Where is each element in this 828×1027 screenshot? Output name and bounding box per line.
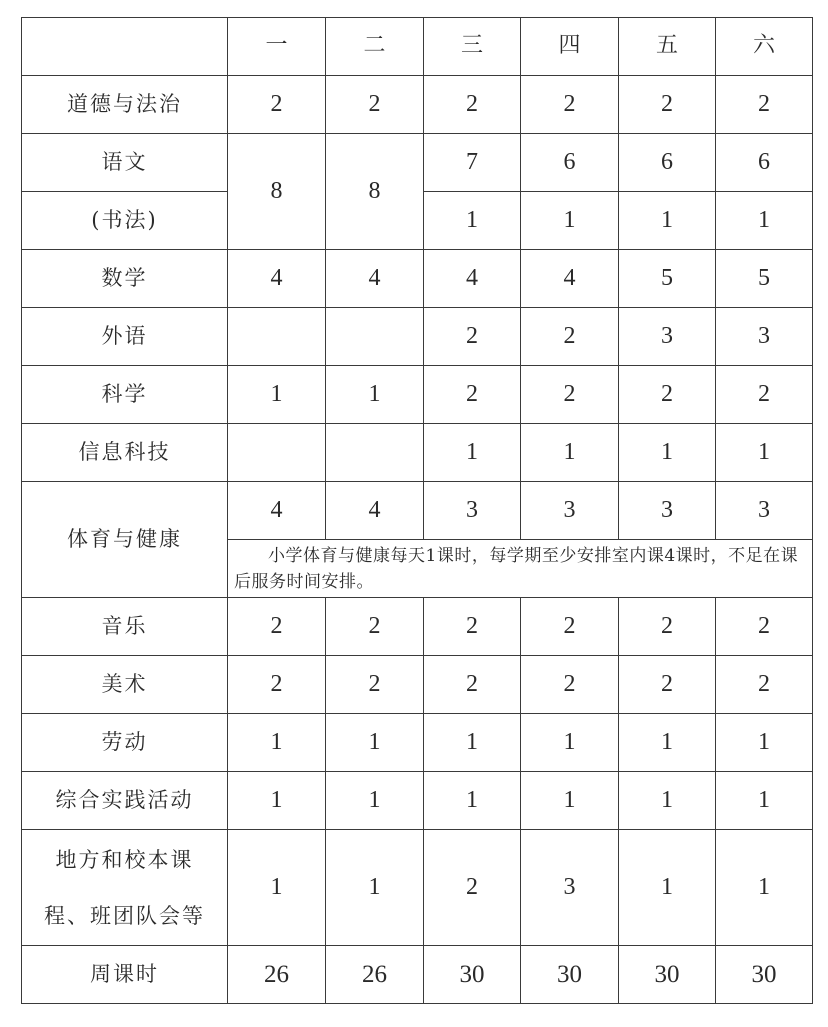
- table-row: [22, 830, 813, 946]
- grade-header: 五: [619, 18, 716, 76]
- hours-cell: 1: [716, 830, 813, 946]
- total-hours-cell: 30: [716, 946, 813, 1004]
- hours-cell: 1: [619, 714, 716, 772]
- hours-cell: 3: [716, 308, 813, 366]
- hours-cell: 2: [424, 308, 521, 366]
- hours-cell: 1: [424, 714, 521, 772]
- hours-cell: 3: [619, 482, 716, 540]
- hours-cell: 4: [326, 482, 424, 540]
- hours-cell: 2: [716, 656, 813, 714]
- total-row: [22, 946, 813, 1004]
- grade-header: 一: [228, 18, 326, 76]
- hours-cell: 2: [228, 656, 326, 714]
- hours-cell: 1: [619, 772, 716, 830]
- hours-cell: 1: [619, 192, 716, 250]
- subject-label: 外语: [22, 308, 228, 366]
- subject-label: 美术: [22, 656, 228, 714]
- subject-label: 信息科技: [22, 424, 228, 482]
- hours-cell: 4: [521, 250, 619, 308]
- header-row: [22, 18, 813, 76]
- hours-cell: 1: [326, 366, 424, 424]
- subject-label-line: 地方和校本课: [55, 847, 194, 872]
- hours-cell: 1: [228, 366, 326, 424]
- hours-cell: 2: [716, 598, 813, 656]
- hours-cell: 7: [424, 134, 521, 192]
- hours-cell: 1: [716, 772, 813, 830]
- hours-cell: 3: [619, 308, 716, 366]
- table-row: [22, 714, 813, 772]
- hours-cell: 1: [326, 830, 424, 946]
- hours-cell: 4: [228, 482, 326, 540]
- hours-cell: 4: [326, 250, 424, 308]
- hours-cell: 2: [619, 656, 716, 714]
- subject-label: 语文: [22, 134, 228, 192]
- hours-cell: 1: [326, 714, 424, 772]
- table-row: [22, 424, 813, 482]
- hours-cell: 2: [424, 656, 521, 714]
- hours-cell: 2: [716, 76, 813, 134]
- hours-cell: 2: [424, 76, 521, 134]
- hours-cell: 2: [521, 308, 619, 366]
- hours-cell: 2: [228, 76, 326, 134]
- total-hours-cell: 30: [521, 946, 619, 1004]
- hours-cell: 2: [521, 366, 619, 424]
- subject-label: 数学: [22, 250, 228, 308]
- subject-label: 音乐: [22, 598, 228, 656]
- table-row: [22, 482, 813, 540]
- grade-header: 二: [326, 18, 424, 76]
- table-row: [22, 656, 813, 714]
- hours-cell: 2: [716, 366, 813, 424]
- subject-label: 综合实践活动: [22, 772, 228, 830]
- hours-cell: 1: [521, 772, 619, 830]
- hours-cell: 1: [228, 830, 326, 946]
- cropped-caption: [0, 0, 828, 10]
- hours-cell: 2: [326, 598, 424, 656]
- subject-label: 科学: [22, 366, 228, 424]
- hours-cell: 2: [521, 598, 619, 656]
- hours-cell: [228, 424, 326, 482]
- hours-cell: 1: [228, 714, 326, 772]
- hours-cell: 1: [228, 772, 326, 830]
- hours-cell: 6: [521, 134, 619, 192]
- hours-cell: 3: [521, 482, 619, 540]
- hours-cell: 1: [716, 192, 813, 250]
- weekly-class-hours-table: [21, 17, 813, 1004]
- hours-cell: 2: [521, 656, 619, 714]
- hours-cell: 2: [424, 598, 521, 656]
- hours-cell: 1: [716, 714, 813, 772]
- hours-cell: 2: [619, 598, 716, 656]
- hours-cell: 1: [424, 772, 521, 830]
- hours-cell: [326, 308, 424, 366]
- hours-cell: 5: [619, 250, 716, 308]
- hours-cell: 2: [619, 76, 716, 134]
- hours-cell: 2: [424, 366, 521, 424]
- total-hours-cell: 30: [619, 946, 716, 1004]
- table-row: [22, 598, 813, 656]
- subject-label: 体育与健康: [22, 482, 228, 598]
- hours-cell: 2: [326, 656, 424, 714]
- hours-cell: [326, 424, 424, 482]
- hours-cell: 1: [619, 830, 716, 946]
- table-row: [22, 772, 813, 830]
- hours-cell: 3: [424, 482, 521, 540]
- subject-label-line: 程、班团队会等: [44, 903, 205, 928]
- table-row: [22, 250, 813, 308]
- hours-cell: 3: [521, 830, 619, 946]
- hours-cell: 2: [619, 366, 716, 424]
- hours-cell: 2: [521, 76, 619, 134]
- pe-note-cell: [228, 540, 813, 598]
- hours-cell: 1: [716, 424, 813, 482]
- subject-label: 劳动: [22, 714, 228, 772]
- hours-cell: 2: [228, 598, 326, 656]
- total-hours-cell: 30: [424, 946, 521, 1004]
- hours-cell: 6: [619, 134, 716, 192]
- hours-cell-merged: 8: [228, 134, 326, 250]
- hours-cell-merged: 8: [326, 134, 424, 250]
- hours-cell: [228, 308, 326, 366]
- hours-cell: 5: [716, 250, 813, 308]
- pe-note: 小学体育与健康每天1课时，每学期至少安排室内课4课时，不足在课后服务时间安排。: [234, 545, 799, 592]
- hours-cell: 1: [326, 772, 424, 830]
- hours-cell: 1: [424, 424, 521, 482]
- subject-label: 周课时: [22, 946, 228, 1004]
- corner-cell: [22, 18, 228, 76]
- hours-cell: 1: [424, 192, 521, 250]
- table-row: [22, 76, 813, 134]
- hours-cell: 6: [716, 134, 813, 192]
- grade-header: 三: [424, 18, 521, 76]
- total-hours-cell: 26: [228, 946, 326, 1004]
- hours-cell: 1: [521, 424, 619, 482]
- hours-cell: 2: [424, 830, 521, 946]
- hours-cell: 1: [521, 192, 619, 250]
- hours-cell: 3: [716, 482, 813, 540]
- table-row: [22, 134, 813, 192]
- hours-cell: 4: [424, 250, 521, 308]
- subject-label: 道德与法治: [22, 76, 228, 134]
- hours-cell: 1: [521, 714, 619, 772]
- subject-label-multiline: [22, 830, 228, 946]
- grade-header: 六: [716, 18, 813, 76]
- hours-cell: 2: [326, 76, 424, 134]
- hours-cell: 1: [619, 424, 716, 482]
- hours-cell: 4: [228, 250, 326, 308]
- total-hours-cell: 26: [326, 946, 424, 1004]
- subject-label: (书法): [22, 192, 228, 250]
- table-row: [22, 366, 813, 424]
- table-row: [22, 308, 813, 366]
- grade-header: 四: [521, 18, 619, 76]
